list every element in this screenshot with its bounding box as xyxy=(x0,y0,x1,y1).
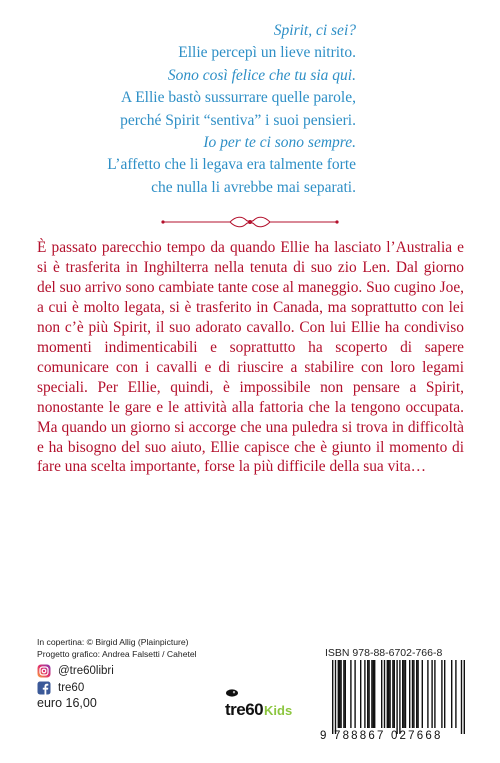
barcode-bar xyxy=(392,660,393,728)
barcode-digits: 9 788867 027668 xyxy=(320,730,443,742)
barcode-bar xyxy=(405,660,406,728)
barcode-bar xyxy=(409,660,410,728)
ornament-divider xyxy=(160,215,340,229)
credits xyxy=(37,636,197,660)
barcode-bar xyxy=(455,660,456,728)
design-credit: Progetto grafico: Andrea Falsetti / Cahetel xyxy=(37,649,197,659)
barcode-bar xyxy=(444,660,445,728)
barcode-bar xyxy=(371,660,372,728)
barcode-bar xyxy=(340,660,341,728)
barcode-bar xyxy=(416,660,417,728)
barcode-bar xyxy=(360,660,361,728)
publisher-logo xyxy=(223,685,293,725)
barcode-bar xyxy=(381,660,382,728)
synopsis-text: È passato parecchio tempo da quando Ellie ha lasciato l’Australia e si è trasferita in Inghilterra nella tenuta di suo zio Len. Dal giorno del suo arrivo sono cambiate tante cose al maneggio. Suo cugino Joe, a cui è molto legata, si è trasferito in Canada, ma soprattutto con lei non c’è più Spirit, il suo adorato cavallo. Con lui Ellie ha condiviso momenti indimenticabili e soprattutto ha scoperto di sapere comunicare con i cavalli e di riuscire a stabilire con loro legami speciali. Per Ellie, quindi, è impossibile non pensare a Spirit, nonostante le gare e le attività alla fattoria che la tengono occupata. Ma quando un giorno si accorge che una puledra si trova in difficoltà e ha bisogno del suo aiuto, Ellie capisce che è giunto il momento di fare una scelta importante, forse la più difficile della sua vita… xyxy=(37,239,464,476)
facebook-handle: tre60 xyxy=(58,682,85,694)
barcode-bar xyxy=(431,660,432,728)
barcode-bar xyxy=(335,660,336,734)
quote-line: A Ellie bastò sussurrare quelle parole, xyxy=(120,89,356,107)
logo-kids-text: Kids xyxy=(264,703,293,718)
facebook-link[interactable] xyxy=(37,680,84,696)
barcode-bar xyxy=(354,660,355,728)
barcode-bar xyxy=(364,660,365,728)
quote-line: Ellie percepì un lieve nitrito. xyxy=(178,44,356,62)
barcode-bar xyxy=(389,660,390,728)
barcode-bar xyxy=(339,660,340,728)
barcode-bar xyxy=(451,660,452,728)
instagram-icon xyxy=(37,664,51,678)
quote-line: L’affetto che li legava era talmente forte xyxy=(107,156,356,174)
barcode-bar xyxy=(384,660,385,728)
quote-line: Spirit, ci sei? xyxy=(273,22,356,39)
barcode-bar xyxy=(350,660,351,728)
barcode-bar xyxy=(396,660,397,734)
price: euro 16,00 xyxy=(37,696,97,710)
barcode-bar xyxy=(338,660,339,728)
barcode-bar xyxy=(367,660,368,728)
barcode-bar xyxy=(412,660,413,728)
barcode-bar xyxy=(332,660,333,734)
barcode-bar xyxy=(461,660,462,734)
barcode-bar xyxy=(464,660,465,734)
barcode-bar xyxy=(403,660,404,728)
quote-line: perché Spirit “sentiva” i suoi pensieri. xyxy=(120,111,356,129)
barcode-bar xyxy=(399,660,400,734)
quote-line: che nulla li avrebbe mai separati. xyxy=(151,178,356,196)
facebook-icon xyxy=(37,681,51,695)
isbn-label: ISBN 978-88-6702-766-8 xyxy=(325,647,443,659)
barcode-bar xyxy=(402,660,403,728)
barcode-bar xyxy=(345,660,346,728)
barcode-bar xyxy=(343,660,344,728)
barcode-bar xyxy=(388,660,389,728)
barcode-bar xyxy=(417,660,418,728)
barcode-bar xyxy=(434,660,435,728)
barcode-bar xyxy=(441,660,442,728)
barcode-bar xyxy=(373,660,374,728)
logo-main-text: tre60 xyxy=(225,700,264,719)
barcode-bar xyxy=(374,660,375,728)
barcode-bar xyxy=(427,660,428,728)
quote-line: Sono così felice che tu sia qui. xyxy=(167,66,356,84)
barcode-bar xyxy=(413,660,414,728)
quote-block xyxy=(107,20,356,199)
quote-line: Io per te ci sono sempre. xyxy=(203,134,356,152)
barcode-bar xyxy=(422,660,423,728)
barcode-bar xyxy=(387,660,388,728)
instagram-handle: @tre60libri xyxy=(58,665,114,677)
barcode-bar xyxy=(394,660,395,728)
barcode-bars xyxy=(332,660,465,734)
barcode-bar xyxy=(368,660,369,728)
instagram-link[interactable] xyxy=(37,663,114,679)
cover-credit: In copertina: © Birgid Allig (Plainpicture) xyxy=(37,637,189,647)
